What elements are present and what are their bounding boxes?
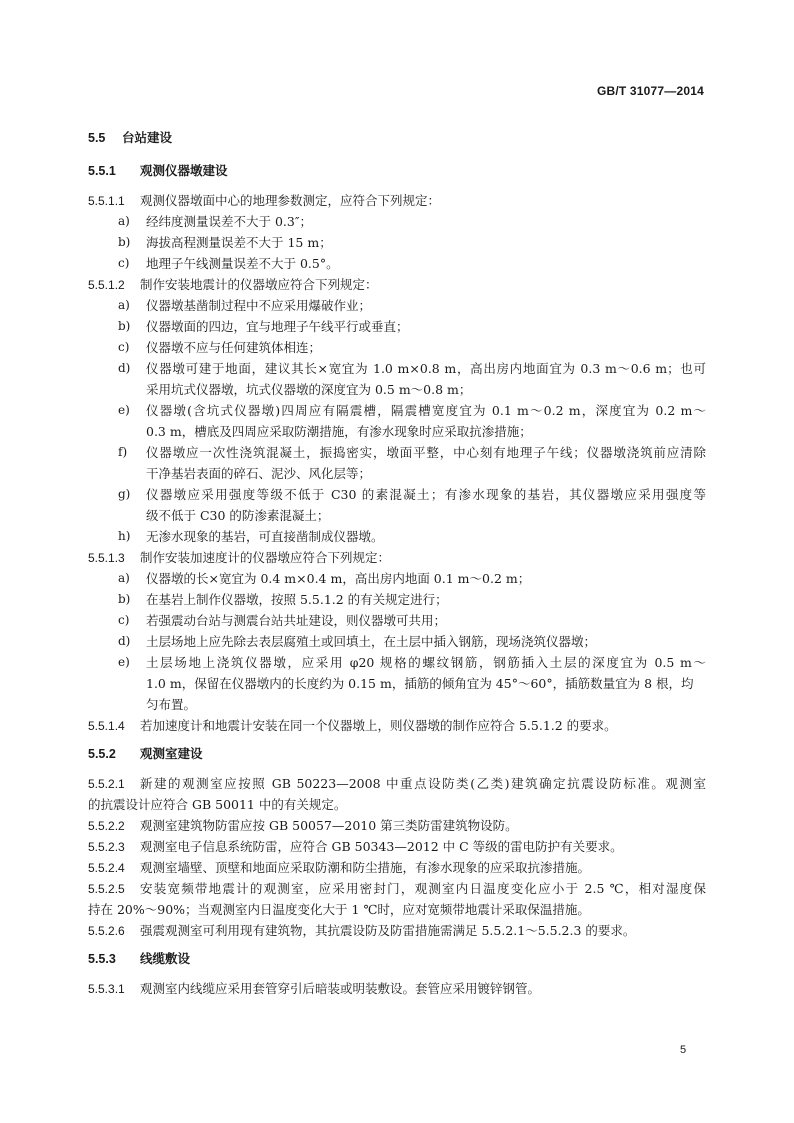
section-number: 5.5 [88,131,106,145]
section-title: 观测仪器墩建设 [140,164,228,178]
clause-number: 5.5.1.1 [88,194,125,208]
section-title: 台站建设 [122,131,173,145]
clause-5-5-1-4 [88,715,706,736]
item-label: b) [118,235,131,249]
clause-number: 5.5.1.3 [88,551,125,565]
item-text: 地理子午线测量误差不大于 0.5°。 [146,256,339,271]
clause-5-5-1-3 [88,547,706,568]
list-item [88,484,706,505]
clause-text: 观测仪器墩面中心的地理参数测定，应符合下列规定： [140,193,441,208]
clause-text: 强震观测室可利用现有建筑物，其抗震设防及防雷措施需满足 5.5.2.1～5.5.2.3 的要求。 [140,923,636,938]
clause-number: 5.5.2.2 [88,819,125,833]
clause-text: 观测室内线缆应采用套管穿引后暗装或明装敷设。套管应采用镀锌钢管。 [140,981,541,996]
clause-continuation: 持在 20%～90%；当观测室内日温度变化大于 1 ℃时，应对宽频带地震计采取保温措施。 [88,902,590,917]
item-text: 仪器墩不应与任何建筑体相连； [146,340,322,355]
clause-number: 5.5.2.3 [88,840,125,854]
list-item [88,337,706,358]
page-number: 5 [680,1044,687,1056]
item-text: 仪器墩基凿制过程中不应采用爆破作业； [146,298,372,313]
item-text: 土层场地上应先除去表层腐殖土或回填土，在土层中插入钢筋，现场浇筑仪器墩； [146,634,597,649]
section-heading-5-5-1 [88,161,706,182]
item-text: 仪器墩可建于地面，建议其长×宽宜为 1.0 m×0.8 m，高出房内地面宜为 0.3 m～0.6 m；也可 [146,361,706,376]
clause-number: 5.5.2.5 [88,882,125,896]
item-text: 仪器墩的长×宽宜为 0.4 m×0.4 m，高出房内地面 0.1 m～0.2 m； [146,571,531,586]
clause-number: 5.5.2.6 [88,924,125,938]
item-continuation: 干净基岩表面的碎石、泥沙、风化层等； [146,466,372,481]
item-label: c) [118,613,130,627]
clause-5-5-2-5 [88,878,706,899]
item-label: a) [118,571,130,585]
clause-5-5-2-2 [88,815,706,836]
clause-text: 制作安装地震计的仪器墩应符合下列规定： [140,277,378,292]
list-item [88,526,706,547]
item-label: a) [118,214,130,228]
item-label: d) [118,361,131,375]
clause-5-5-2-3 [88,836,706,857]
item-label: c) [118,256,130,270]
item-continuation: 匀布置。 [146,697,197,712]
list-item [88,253,706,274]
item-text: 海拔高程测量误差不大于 15 m； [146,235,332,250]
item-continuation: 0.3 m，槽底及四周应采取防潮措施，有渗水现象时应采取抗渗措施； [146,424,532,439]
item-text: 在基岩上制作仪器墩，按照 5.5.1.2 的有关规定进行； [146,592,448,607]
list-item [88,358,706,379]
list-item [88,316,706,337]
item-text: 若强震动台站与测震台站共址建设，则仪器墩可共用； [146,613,447,628]
clause-5-5-3-1 [88,978,706,999]
item-text: 仪器墩面的四边，宜与地理子午线平行或垂直； [146,319,409,334]
item-label: c) [118,340,130,354]
clause-number: 5.5.1.2 [88,278,125,292]
item-text: 土层场地上浇筑仪器墩，应采用 φ20 规格的螺纹钢筋，钢筋插入土层的深度宜为 0.5 m～ [146,655,706,670]
item-continuation: 采用坑式仪器墩，坑式仪器墩的深度宜为 0.5 m～0.8 m； [146,382,472,397]
list-item [88,295,706,316]
clause-5-5-2-4 [88,857,706,878]
list-item [88,652,706,673]
item-label: a) [118,298,130,312]
section-heading-5-5-2 [88,744,706,765]
list-item [88,211,706,232]
clause-number: 5.5.2.1 [88,777,125,791]
item-label: b) [118,592,131,606]
list-item [88,568,706,589]
section-number: 5.5.2 [88,747,116,761]
item-label: e) [118,655,130,669]
clause-text: 若加速度计和地震计安装在同一个仪器墩上，则仪器墩的制作应符合 5.5.1.2 的要求。 [140,718,617,733]
section-heading-5-5 [88,128,706,149]
item-text: 仪器墩(含坑式仪器墩)四周应有隔震槽，隔震槽宽度宜为 0.1 m～0.2 m，深度宜为 0.2 m～ [146,403,706,418]
clause-5-5-1-2 [88,274,706,295]
item-continuation: 1.0 m，保留在仪器墩内的长度约为 0.15 m，插筋的倾角宜为 45°～60°，插筋数量宜为 8 根，均 [146,676,694,691]
clause-5-5-2-6 [88,920,706,941]
item-label: h) [118,529,131,543]
clause-text: 观测室建筑物防雷应按 GB 50057—2010 第三类防雷建筑物设防。 [140,818,518,833]
clause-text: 制作安装加速度计的仪器墩应符合下列规定： [140,550,391,565]
item-text: 仪器墩应采用强度等级不低于 C30 的素混凝土；有渗水现象的基岩，其仪器墩应采用强度等 [146,487,706,502]
clause-number: 5.5.1.4 [88,719,125,733]
section-heading-5-5-3 [88,949,706,970]
clause-text: 新建的观测室应按照 GB 50223—2008 中重点设防类(乙类)建筑确定抗震设防标准。观测室 [140,776,706,791]
document-body [88,128,706,999]
clause-text: 观测室电子信息系统防雷，应符合 GB 50343—2012 中 C 等级的雷电防护有关要求。 [140,839,623,854]
item-label: d) [118,634,131,648]
list-item [88,400,706,421]
list-item [88,631,706,652]
section-number: 5.5.1 [88,164,116,178]
section-title: 观测室建设 [140,747,203,761]
item-label: b) [118,319,131,333]
item-continuation: 级不低于 C30 的防渗素混凝土； [146,508,330,523]
item-label: e) [118,403,130,417]
item-label: f) [118,445,128,459]
section-number: 5.5.3 [88,952,116,966]
clause-continuation: 的抗震设计应符合 GB 50011 中的有关规定。 [88,797,347,812]
clause-text: 观测室墙壁、顶壁和地面应采取防潮和防尘措施，有渗水现象的应采取抗渗措施。 [140,860,591,875]
standard-code-header: GB/T 31077—2014 [596,84,704,98]
clause-5-5-2-1 [88,773,706,794]
clause-number: 5.5.3.1 [88,982,125,996]
item-text: 经纬度测量误差不大于 0.3″； [146,214,313,229]
clause-text: 安装宽频带地震计的观测室，应采用密封门，观测室内日温度变化应小于 2.5 ℃，相对湿度保 [140,881,706,896]
clause-5-5-1-1 [88,190,706,211]
list-item [88,232,706,253]
list-item [88,610,706,631]
list-item [88,589,706,610]
clause-number: 5.5.2.4 [88,861,125,875]
list-item [88,442,706,463]
item-text: 无渗水现象的基岩，可直接凿制成仪器墩。 [146,529,384,544]
section-title: 线缆敷设 [140,952,191,966]
item-text: 仪器墩应一次性浇筑混凝土，振捣密实，墩面平整，中心刻有地理子午线；仪器墩浇筑前应清除 [146,445,706,460]
item-label: g) [118,487,131,501]
